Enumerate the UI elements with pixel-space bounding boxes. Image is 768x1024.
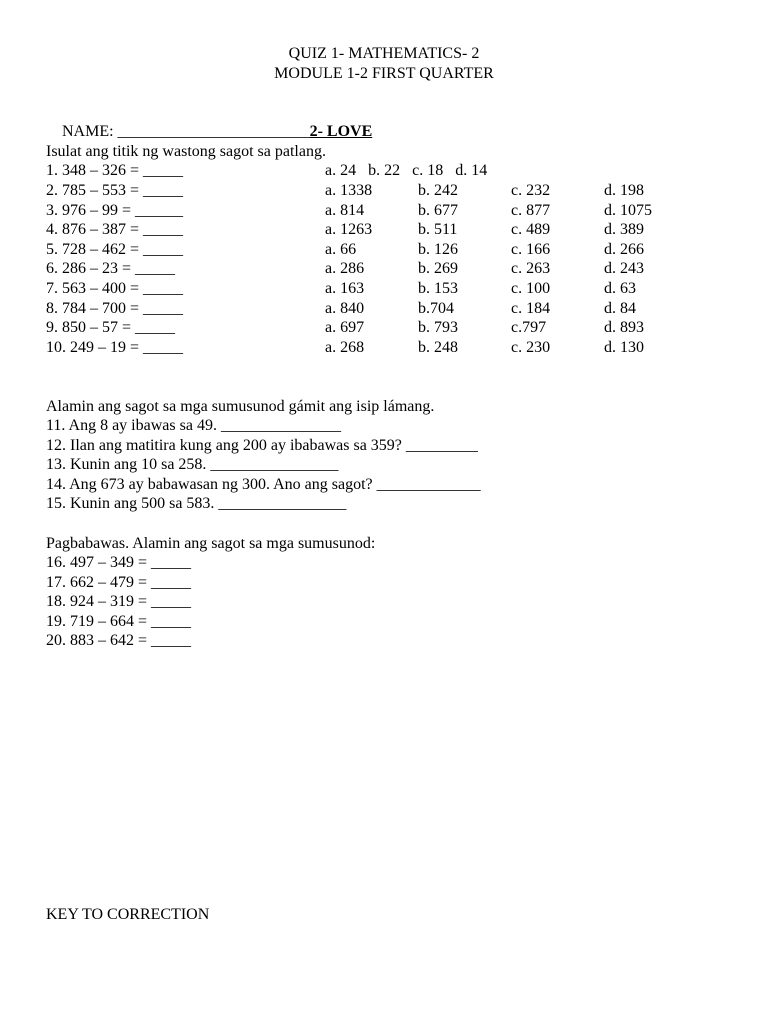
choice-a: a. 286 [325, 260, 365, 277]
choice-c: c. 230 [511, 339, 551, 356]
choice-c: c. 263 [511, 260, 551, 277]
choice-b: b. 677 [418, 202, 458, 219]
choice-c: c. 184 [511, 300, 551, 317]
question-item-1: 1. 348 – 326 = _____ [46, 162, 184, 179]
subtraction-item: 19. 719 – 664 = _____ [46, 613, 192, 630]
mental-math-item: 12. Ilan ang matitira kung ang 200 ay ibabawas sa 359? _________ [46, 437, 478, 454]
choice-d: d. 84 [604, 300, 636, 317]
part2-instruction: Alamin ang sagot sa mga sumusunod gámit ang isip lámang. [46, 398, 435, 415]
choice-a: a. 840 [325, 300, 365, 317]
choice-d: d. 893 [604, 319, 644, 336]
question-text: 9. 850 – 57 = _____ [46, 319, 176, 336]
choice-c: c. 166 [511, 241, 551, 258]
choice-b: b. 793 [418, 319, 458, 336]
question-text: 2. 785 – 553 = _____ [46, 182, 184, 199]
choice-b: b. 126 [418, 241, 458, 258]
mental-math-item: 13. Kunin ang 10 sa 258. ________________ [46, 456, 339, 473]
name-label: NAME: ________________________ [62, 123, 310, 140]
choice-b: b. 269 [418, 260, 458, 277]
choice-d: d. 1075 [604, 202, 652, 219]
choice-d: d. 389 [604, 221, 644, 238]
choice-c: c. 232 [511, 182, 551, 199]
choice-c: c.797 [511, 319, 547, 336]
choice-b: b. 511 [418, 221, 458, 238]
choice-a: a. 268 [325, 339, 365, 356]
question-item-1-choices: a. 24 b. 22 c. 18 d. 14 [325, 162, 488, 179]
choice-a: a. 163 [325, 280, 365, 297]
question-text: 3. 976 – 99 = ______ [46, 202, 184, 219]
choice-a: a. 66 [325, 241, 357, 258]
choice-a: a. 1338 [325, 182, 373, 199]
key-to-correction-label: KEY TO CORRECTION [46, 906, 210, 923]
choice-d: d. 243 [604, 260, 644, 277]
choice-b: b.704 [418, 300, 454, 317]
section-label: 2- LOVE [309, 123, 373, 140]
quiz-title: QUIZ 1- MATHEMATICS- 2 [288, 45, 480, 62]
choice-c: c. 489 [511, 221, 551, 238]
question-text: 6. 286 – 23 = _____ [46, 260, 176, 277]
subtraction-item: 20. 883 – 642 = _____ [46, 632, 192, 649]
choice-a: a. 697 [325, 319, 365, 336]
question-text: 10. 249 – 19 = _____ [46, 339, 184, 356]
choice-a: a. 1263 [325, 221, 373, 238]
part1-instruction: Isulat ang titik ng wastong sagot sa patlang. [46, 143, 326, 160]
quiz-subtitle: MODULE 1-2 FIRST QUARTER [274, 65, 494, 82]
choice-b: b. 248 [418, 339, 458, 356]
question-text: 5. 728 – 462 = _____ [46, 241, 184, 258]
choice-a: a. 814 [325, 202, 365, 219]
choice-c: c. 877 [511, 202, 551, 219]
question-text: 7. 563 – 400 = _____ [46, 280, 184, 297]
choice-b: b. 153 [418, 280, 458, 297]
part3-instruction: Pagbabawas. Alamin ang sagot sa mga sumusunod: [46, 535, 376, 552]
choice-b: b. 242 [418, 182, 458, 199]
choice-d: d. 266 [604, 241, 644, 258]
choice-d: d. 63 [604, 280, 636, 297]
mental-math-item: 11. Ang 8 ay ibawas sa 49. _______________ [46, 417, 341, 434]
subtraction-item: 17. 662 – 479 = _____ [46, 574, 192, 591]
mental-math-item: 15. Kunin ang 500 sa 583. ________________ [46, 495, 347, 512]
name-row [46, 103, 373, 140]
choice-d: d. 130 [604, 339, 644, 356]
subtraction-item: 16. 497 – 349 = _____ [46, 554, 192, 571]
question-text: 4. 876 – 387 = _____ [46, 221, 184, 238]
choice-c: c. 100 [511, 280, 551, 297]
mental-math-item: 14. Ang 673 ay babawasan ng 300. Ano ang sagot? _____________ [46, 476, 481, 493]
choice-d: d. 198 [604, 182, 644, 199]
subtraction-item: 18. 924 – 319 = _____ [46, 593, 192, 610]
question-text: 8. 784 – 700 = _____ [46, 300, 184, 317]
